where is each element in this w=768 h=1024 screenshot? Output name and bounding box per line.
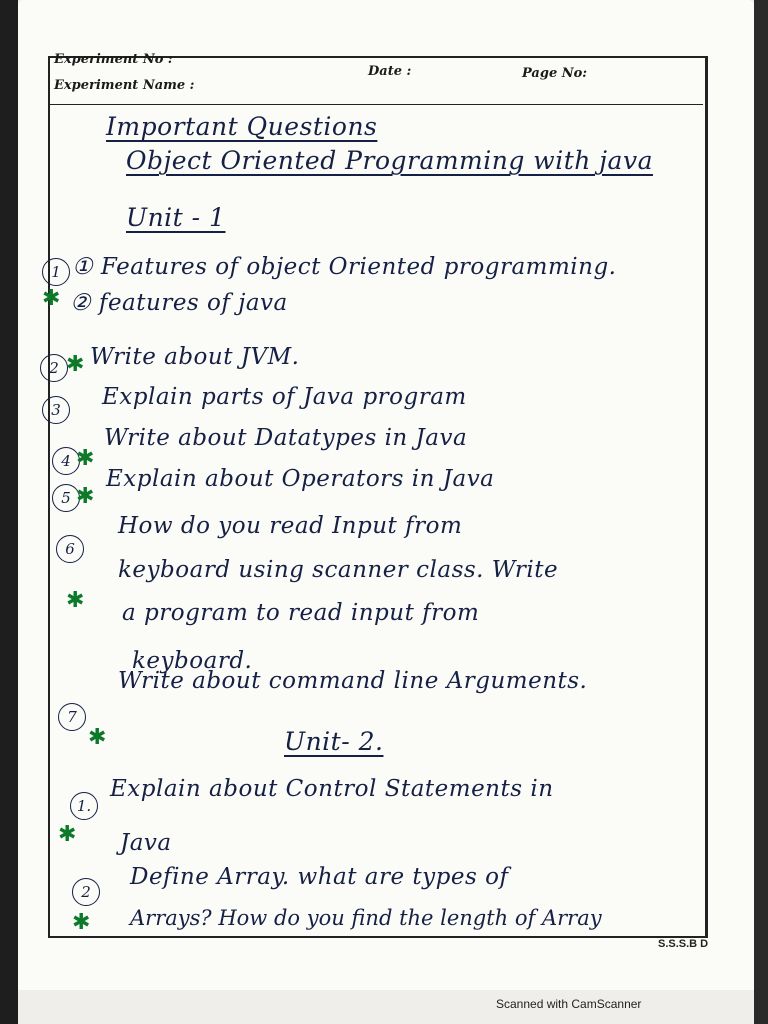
page-brand-mark: S.S.S.B D [658,938,709,950]
question-text: ① Features of object Oriented programming. [72,254,617,280]
notes-title: Important Questions [106,112,378,141]
question-text-line: a program to read input from [122,600,480,626]
question-number: 1. [70,792,98,820]
experiment-name-label: Experiment Name : [54,78,195,93]
question-text: Write about JVM. [90,344,300,370]
star-icon: ✱ [66,588,85,613]
scan-left-edge [0,0,18,1024]
question-text-line: Arrays? How do you find the length of Array [130,906,602,930]
experiment-no-label: Experiment No : [54,52,173,67]
question-text: Explain about Operators in Java [106,466,495,492]
notes-subtitle: Object Oriented Programming with java [126,146,653,175]
page-no-label: Page No: [522,66,588,81]
date-label: Date : [368,64,412,79]
question-number: 3 [42,396,70,424]
unit1-heading: Unit - 1 [126,203,226,232]
question-number: 4 [52,447,80,475]
question-text-line: keyboard. [132,648,253,674]
question-text: Write about command line Arguments. [118,668,588,694]
question-number: 7 [58,703,86,731]
star-icon: ✱ [88,725,107,750]
star-icon: ✱ [76,446,95,471]
scanner-watermark: Scanned with CamScanner [496,997,642,1011]
question-number: 6 [56,535,84,563]
question-text-line: Java [120,830,172,856]
question-text-line: keyboard using scanner class. Write [118,557,559,583]
star-icon: ✱ [72,910,91,935]
star-icon: ✱ [42,286,61,311]
page-border [48,56,708,938]
star-icon: ✱ [58,822,77,847]
scan-right-edge [754,0,768,1024]
question-text: ② features of java [70,290,288,316]
question-text-line: Define Array. what are types of [130,864,509,890]
notebook-page [18,0,754,990]
star-icon: ✱ [66,352,85,377]
question-number: 2 [72,878,100,906]
question-text: Explain parts of Java program [102,384,467,410]
question-text-line: Explain about Control Statements in [110,776,554,802]
question-number: 2 [40,354,68,382]
question-number: 1 [42,258,70,286]
unit2-heading: Unit- 2. [284,727,384,756]
star-icon: ✱ [76,484,95,509]
question-text: Write about Datatypes in Java [104,425,468,451]
question-number: 5 [52,484,80,512]
question-text-line: How do you read Input from [118,513,463,539]
